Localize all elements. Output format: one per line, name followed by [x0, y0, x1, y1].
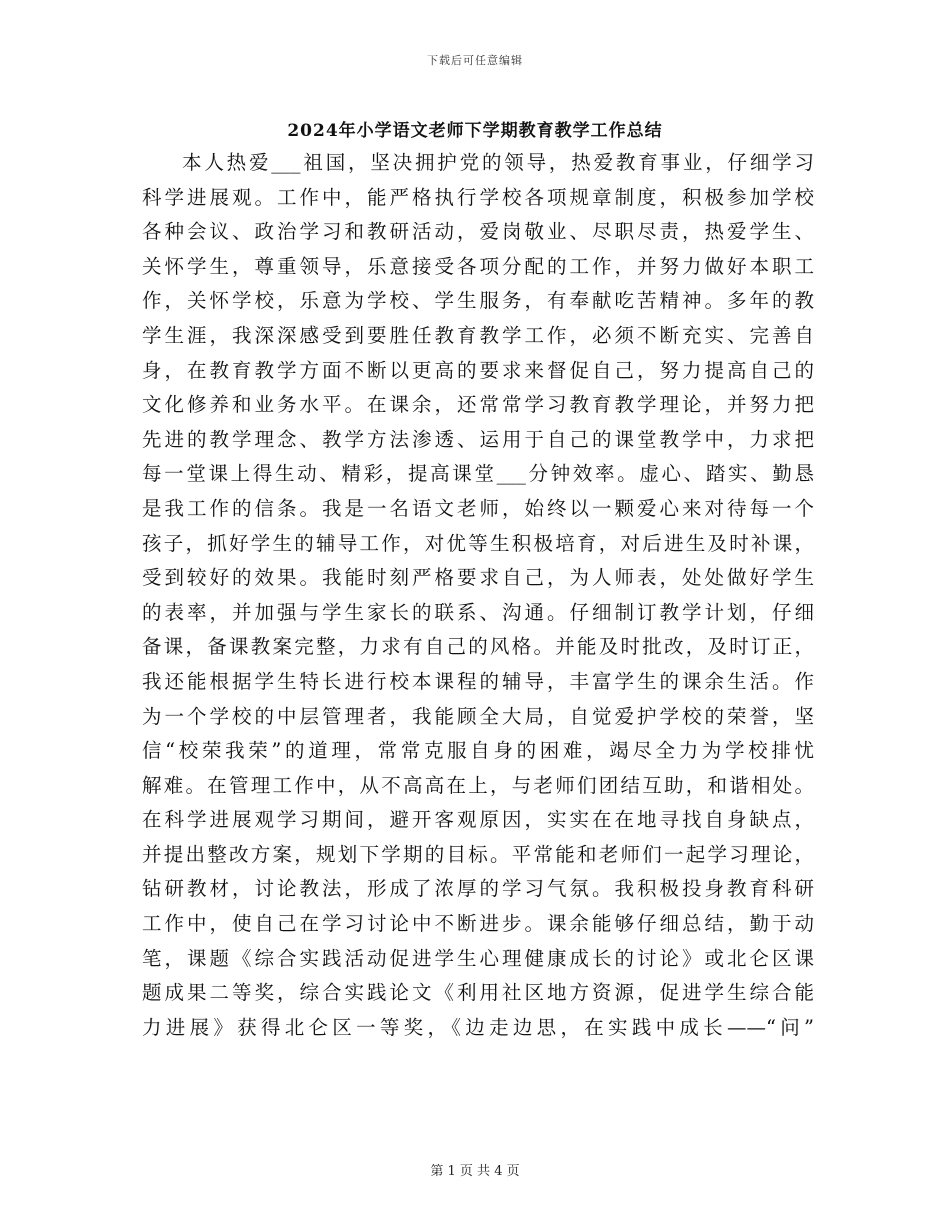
body-line: 为一个学校的中层管理者，我能顾全大局，自觉爱护学校的荣誉，坚 — [142, 704, 814, 728]
body-line: 身，在教育教学方面不断以更高的要求来督促自己，努力提高自己的 — [142, 358, 814, 382]
body-line: 关怀学生，尊重领导，乐意接受各项分配的工作，并努力做好本职工 — [142, 254, 814, 278]
body-line: 题成果二等奖，综合实践论文《利用社区地方资源，促进学生综合能 — [142, 981, 814, 1005]
body-line: 解难。在管理工作中，从不高高在上，与老师们团结互助，和谐相处。 — [142, 773, 814, 797]
body-line: 文化修养和业务水平。在课余，还常常学习教育教学理论，并努力把 — [142, 393, 814, 417]
body-line: 力进展》获得北仑区一等奖，《边走边思，在实践中成长——“问” — [142, 1015, 814, 1039]
body-line: 作，关怀学校，乐意为学校、学生服务，有奉献吃苦精神。多年的教 — [142, 289, 814, 313]
body-line: 每一堂课上得生动、精彩，提高课堂___分钟效率。虚心、踏实、勤恳 — [142, 462, 814, 486]
body-line: 在科学进展观学习期间，避开客观原因，实实在在地寻找自身缺点， — [142, 808, 814, 832]
body-line: 各种会议、政治学习和教研活动，爱岗敬业、尽职尽责，热爱学生、 — [142, 220, 814, 244]
body-line: 受到较好的效果。我能时刻严格要求自己，为人师表，处处做好学生 — [142, 566, 814, 590]
document-title: 2024年小学语文老师下学期教育教学工作总结 — [287, 121, 663, 141]
body-line: 先进的教学理念、教学方法渗透、运用于自己的课堂教学中，力求把 — [142, 427, 814, 451]
body-line: 备课，备课教案完整，力求有自己的风格。并能及时批改，及时订正， — [142, 635, 814, 659]
body-line: 我还能根据学生特长进行校本课程的辅导，丰富学生的课余生活。作 — [142, 669, 814, 693]
body-line: 孩子，抓好学生的辅导工作，对优等生积极培育，对后进生及时补课， — [142, 531, 814, 555]
body-line: 钻研教材，讨论教法，形成了浓厚的学习气氛。我积极投身教育科研 — [142, 877, 814, 901]
body-line: 信“校荣我荣”的道理，常常克服自身的困难，竭尽全力为学校排忧 — [142, 739, 814, 763]
body-line: 本人热爱___祖国，坚决拥护党的领导，热爱教育事业，仔细学习 — [182, 151, 814, 174]
page-number: 第 1 页 共 4 页 — [430, 1164, 520, 1179]
body-line: 工作中，使自己在学习讨论中不断进步。课余能够仔细总结，勤于动 — [142, 912, 814, 936]
body-line: 笔，课题《综合实践活动促进学生心理健康成长的讨论》或北仑区课 — [142, 946, 814, 970]
page-header-note: 下载后可任意编辑 — [427, 54, 523, 67]
body-line: 学生涯，我深深感受到要胜任教育教学工作，必须不断充实、完善自 — [142, 323, 814, 347]
document-body — [142, 146, 814, 1045]
body-line: 科学进展观。工作中，能严格执行学校各项规章制度，积极参加学校 — [142, 185, 814, 209]
body-line: 是我工作的信条。我是一名语文老师，始终以一颗爱心来对待每一个 — [142, 496, 814, 520]
body-line: 的表率，并加强与学生家长的联系、沟通。仔细制订教学计划，仔细 — [142, 600, 814, 624]
body-line: 并提出整改方案，规划下学期的目标。平常能和老师们一起学习理论， — [142, 842, 814, 866]
